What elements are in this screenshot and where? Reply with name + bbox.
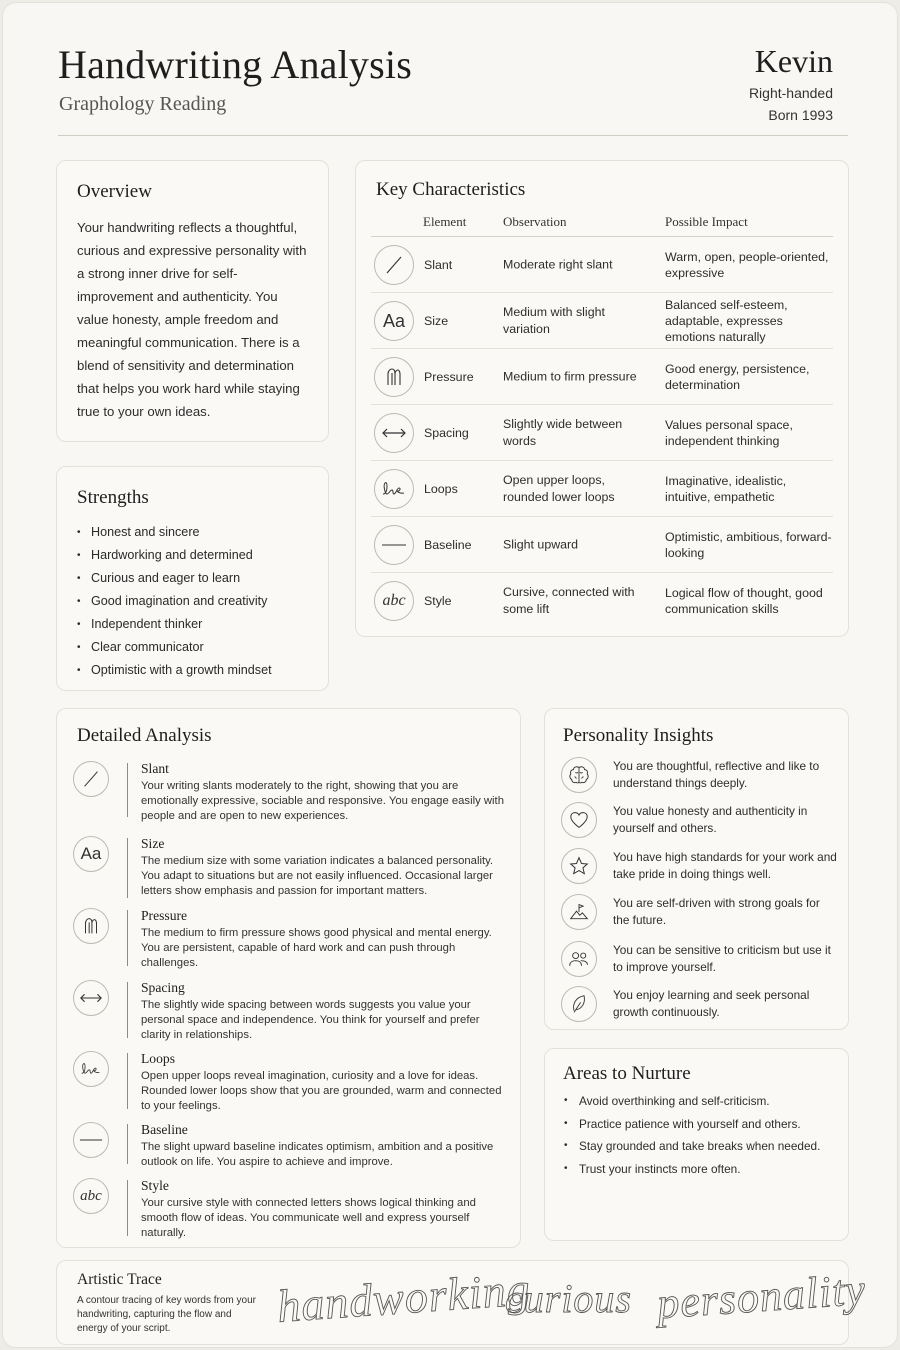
header-divider <box>58 135 848 136</box>
analysis-text: The slightly wide spacing between words suggests you value your personal space and independence. You think for yourself and prefer clarity in relationships. <box>141 999 480 1041</box>
element-label: Style <box>424 594 452 608</box>
nurture-list <box>563 1093 830 1177</box>
table-row <box>371 461 833 517</box>
analysis-text: The medium to firm pressure shows good physical and mental energy. You are persistent, capable of hard work and can push through challenges. <box>141 927 492 969</box>
detailed-analysis-heading: Detailed Analysis <box>77 725 212 746</box>
subject-handedness: Right-handed <box>748 85 833 101</box>
areas-to-nurture-card <box>544 1048 849 1241</box>
observation-cell: Open upper loops, rounded lower loops <box>503 472 615 504</box>
insight-text: You are self-driven with strong goals for the future. <box>613 896 820 927</box>
analysis-item <box>73 908 513 970</box>
analysis-title: Baseline <box>141 1122 188 1137</box>
impact-cell: Balanced self-esteem, adaptable, expresses emotions naturally <box>665 297 788 344</box>
pressure-icon <box>374 357 414 397</box>
impact-cell: Logical flow of thought, good communication skills <box>665 586 823 616</box>
key-characteristics-card <box>355 160 849 637</box>
analysis-item <box>73 1122 513 1170</box>
style-icon: abc <box>73 1178 109 1214</box>
slant-icon <box>374 245 414 285</box>
analysis-body <box>141 908 511 970</box>
analysis-title: Style <box>141 1178 169 1193</box>
table-row <box>371 293 833 349</box>
element-label: Baseline <box>424 538 472 552</box>
key-characteristics-heading: Key Characteristics <box>376 179 526 200</box>
star-icon <box>561 848 597 884</box>
characteristics-table <box>371 236 833 629</box>
element-label: Pressure <box>424 370 474 384</box>
divider <box>127 1053 128 1109</box>
table-row <box>371 573 833 629</box>
list-item: • Good imagination and creativity <box>77 590 308 613</box>
overview-heading: Overview <box>77 181 152 202</box>
slant-icon <box>73 761 109 797</box>
analysis-text: Open upper loops reveal imagination, curiosity and a love for ideas. Rounded lower loops show that you are grounded, warm and connected to your feelings. <box>141 1070 502 1112</box>
analysis-body <box>141 761 511 823</box>
strengths-list <box>77 521 308 682</box>
list-item: • Curious and eager to learn <box>77 567 308 590</box>
analysis-text: Your writing slants moderately to the right, showing that you are emotionally expressive, sociable and responsive. You engage easily with people and are open to new experiences. <box>141 780 504 822</box>
areas-to-nurture-heading: Areas to Nurture <box>563 1063 691 1084</box>
insight-text: You have high standards for your work and take pride in doing things well. <box>613 850 837 881</box>
observation-cell: Moderate right slant <box>503 257 613 271</box>
list-item: • Avoid overthinking and self-criticism. <box>563 1093 830 1110</box>
element-label: Size <box>424 314 449 328</box>
size-icon: Aa <box>73 836 109 872</box>
column-header: Possible Impact <box>665 214 748 229</box>
impact-cell: Good energy, persistence, determination <box>665 361 810 392</box>
analysis-item <box>73 1051 513 1113</box>
list-item: • Practice patience with yourself and others. <box>563 1116 830 1133</box>
strengths-heading: Strengths <box>77 487 149 508</box>
impact-cell: Optimistic, ambitious, forward-looking <box>665 529 832 560</box>
loops-icon <box>374 469 414 509</box>
mountain-flag-icon <box>561 894 597 930</box>
insight-text: You value honesty and authenticity in yourself and others. <box>613 804 808 835</box>
page-subtitle: Graphology Reading <box>59 93 227 115</box>
insight-text: You can be sensitive to criticism but use it to improve yourself. <box>613 943 831 974</box>
analysis-item <box>73 761 513 823</box>
analysis-body <box>141 1051 511 1113</box>
artistic-trace-heading: Artistic Trace <box>77 1271 162 1288</box>
observation-cell: Cursive, connected with some lift <box>503 585 635 616</box>
analysis-item <box>73 836 513 898</box>
column-header: Element <box>423 214 467 229</box>
list-item: • Hardworking and determined <box>77 544 308 567</box>
subject-born: Born 1993 <box>768 107 833 123</box>
analysis-body <box>141 980 511 1042</box>
list-item: • Stay grounded and take breaks when needed. <box>563 1138 830 1155</box>
analysis-item <box>73 1178 513 1240</box>
detailed-analysis-card <box>56 708 521 1248</box>
element-label: Slant <box>424 258 453 272</box>
table-row <box>371 517 833 573</box>
divider <box>127 763 128 817</box>
list-item: • Optimistic with a growth mindset <box>77 659 308 682</box>
loops-icon <box>73 1051 109 1087</box>
analysis-body <box>141 836 511 898</box>
page-title: Handwriting Analysis <box>58 42 412 87</box>
analysis-body <box>141 1178 511 1240</box>
divider <box>127 910 128 966</box>
analysis-body <box>141 1122 511 1170</box>
divider <box>127 1180 128 1236</box>
subject-name: Kevin <box>754 43 833 79</box>
list-item: • Trust your instincts more often. <box>563 1161 830 1178</box>
analysis-title: Loops <box>141 1051 175 1066</box>
list-item: • Honest and sincere <box>77 521 308 544</box>
table-row <box>371 237 833 293</box>
baseline-icon <box>374 525 414 565</box>
divider <box>127 838 128 898</box>
people-icon <box>561 941 597 977</box>
trace-word: personality <box>655 1264 868 1329</box>
personality-insights-heading: Personality Insights <box>563 725 714 746</box>
list-item: • Independent thinker <box>77 613 308 636</box>
column-header: Observation <box>503 214 567 229</box>
overview-card <box>56 160 329 442</box>
analysis-item <box>73 980 513 1042</box>
element-label: Loops <box>424 482 458 496</box>
spacing-icon <box>73 980 109 1016</box>
table-header <box>356 161 848 229</box>
observation-cell: Medium to firm pressure <box>503 369 637 383</box>
overview-text: Your handwriting reflects a thoughtful, curious and expressive personality with a strong inner drive for self-improvement and authenticity. You value honesty, ample freedom and meaningful communication. There is a blend of sensitivity and determination that helps you work hard while staying true to your own ideas. <box>77 220 307 419</box>
heart-icon <box>561 802 597 838</box>
size-icon: Aa <box>374 301 414 341</box>
insight-text: You are thoughtful, reflective and like to understand things deeply. <box>613 759 820 790</box>
observation-cell: Medium with slight variation <box>503 304 605 336</box>
baseline-icon <box>73 1122 109 1158</box>
leaf-icon <box>561 986 597 1022</box>
trace-word: curious <box>505 1276 632 1321</box>
artistic-trace-card <box>56 1260 868 1345</box>
strengths-card <box>56 466 329 691</box>
impact-cell: Imaginative, idealistic, intuitive, empathetic <box>665 473 787 504</box>
style-icon: abc <box>374 581 414 621</box>
table-row <box>371 405 833 461</box>
personality-insights-card <box>544 708 849 1030</box>
analysis-title: Pressure <box>141 908 188 923</box>
brain-icon <box>561 757 597 793</box>
observation-cell: Slight upward <box>503 537 579 551</box>
impact-cell: Warm, open, people-oriented, expressive <box>665 249 829 280</box>
trace-word: handworking <box>275 1263 533 1332</box>
element-label: Spacing <box>424 426 469 440</box>
artistic-trace-description: A contour tracing of key words from your handwriting, capturing the flow and energy of your script. <box>77 1295 256 1334</box>
analysis-text: The medium size with some variation indicates a balanced personality. You adapt to situations but are not easily influenced. Occasional larger letters show emphasis and passion for important matters. <box>141 855 494 897</box>
pressure-icon <box>73 908 109 944</box>
analysis-text: The slight upward baseline indicates optimism, ambition and a positive outlook on life. You aspire to achieve and improve. <box>141 1141 494 1168</box>
divider <box>127 1124 128 1164</box>
analysis-text: Your cursive style with connected letters shows logical thinking and smooth flow of ideas. You communicate well and express yourself naturally. <box>141 1197 476 1239</box>
table-row <box>371 349 833 405</box>
spacing-icon <box>374 413 414 453</box>
subject-info <box>749 43 833 124</box>
insight-text: You enjoy learning and seek personal growth continuously. <box>613 988 810 1019</box>
analysis-title: Slant <box>141 761 169 776</box>
impact-cell: Values personal space, independent thinking <box>665 417 793 448</box>
divider <box>127 982 128 1038</box>
observation-cell: Slightly wide between words <box>503 416 623 448</box>
list-item: • Clear communicator <box>77 636 308 659</box>
analysis-title: Size <box>141 836 165 851</box>
page <box>2 2 898 1348</box>
analysis-title: Spacing <box>141 980 185 995</box>
